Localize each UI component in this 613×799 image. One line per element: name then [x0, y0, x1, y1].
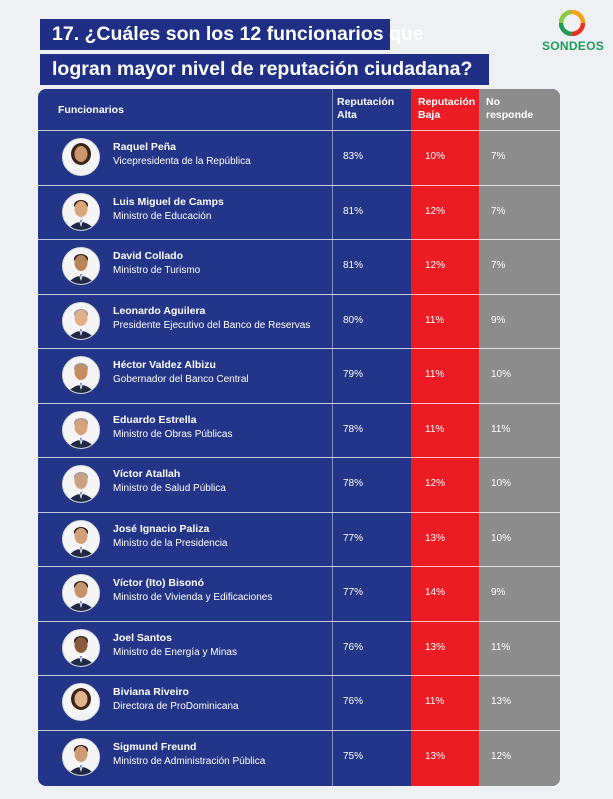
row-divider — [38, 512, 560, 513]
no-responde-value: 12% — [491, 750, 512, 762]
no-responde-value: 11% — [491, 423, 511, 435]
no-responde-value: 7% — [491, 205, 506, 217]
reputacion-baja-value: 11% — [425, 369, 445, 380]
woman-portrait-icon — [62, 683, 100, 721]
ranking-table — [38, 89, 560, 786]
official-role: Directora de ProDominicana — [113, 701, 239, 712]
man-portrait-icon — [62, 302, 100, 340]
table-row — [38, 730, 560, 785]
official-role: Ministro de Administración Pública — [113, 755, 266, 767]
reputacion-alta-value: 76% — [343, 696, 364, 707]
reputacion-alta-value: 78% — [343, 423, 364, 435]
man-portrait-icon — [62, 465, 100, 503]
reputacion-baja-value: 11% — [425, 696, 445, 707]
row-divider — [38, 403, 560, 404]
official-role: Ministro de Salud Pública — [113, 483, 226, 494]
title-line-1: 17. ¿Cuáles son los 12 funcionarios que — [40, 19, 390, 50]
man-portrait-icon — [62, 738, 100, 776]
man-portrait-icon — [62, 520, 100, 558]
reputacion-alta-value: 81% — [343, 205, 364, 217]
reputacion-baja-value: 12% — [425, 205, 446, 217]
header-reputacion-alta — [337, 96, 394, 122]
official-name: Víctor (Ito) Bisonó — [113, 577, 204, 589]
woman-portrait-icon — [62, 138, 100, 176]
table-row — [38, 457, 560, 512]
no-responde-value: 9% — [491, 587, 506, 598]
official-role: Gobernador del Banco Central — [113, 374, 249, 385]
man-portrait-icon — [62, 356, 100, 394]
reputacion-alta-value: 81% — [343, 260, 364, 271]
row-divider — [38, 457, 560, 458]
sondeos-logo — [537, 10, 609, 54]
official-role: Ministro de Educación — [113, 210, 212, 222]
no-responde-value: 11% — [491, 641, 511, 653]
header-funcionarios: Funcionarios — [58, 104, 124, 116]
official-name: José Ignacio Paliza — [113, 522, 210, 535]
header-no-responde — [486, 96, 533, 122]
reputacion-alta-value: 76% — [343, 641, 364, 653]
official-role: Ministro de Obras Públicas — [113, 428, 233, 440]
official-role: Ministro de la Presidencia — [113, 537, 228, 549]
table-row — [38, 294, 560, 349]
man-portrait-icon — [62, 574, 100, 612]
reputacion-alta-value: 77% — [343, 587, 364, 598]
table-row — [38, 185, 560, 240]
no-responde-value: 7% — [491, 260, 506, 271]
official-name: Sigmund Freund — [113, 740, 197, 753]
header-alta-line2: Alta — [337, 109, 357, 121]
official-role: Ministro de Turismo — [113, 265, 201, 276]
reputacion-alta-value: 79% — [343, 369, 364, 380]
reputacion-alta-value: 78% — [343, 478, 364, 489]
man-portrait-icon — [62, 411, 100, 449]
official-name: Biviana Riveiro — [113, 686, 189, 698]
reputacion-baja-value: 14% — [425, 587, 446, 598]
header-nr-line1: No — [486, 96, 500, 108]
reputacion-baja-value: 10% — [425, 151, 446, 162]
table-header — [38, 89, 560, 129]
ring-logo-icon — [559, 10, 585, 36]
official-name: Raquel Peña — [113, 141, 177, 153]
table-row — [38, 675, 560, 730]
reputacion-baja-value: 12% — [425, 260, 446, 271]
official-name: Luis Miguel de Camps — [113, 195, 224, 208]
no-responde-value: 10% — [491, 369, 512, 380]
row-divider — [38, 566, 560, 567]
table-row — [38, 239, 560, 294]
table-row — [38, 403, 560, 458]
reputacion-alta-value: 77% — [343, 532, 364, 544]
row-divider — [38, 185, 560, 186]
row-divider — [38, 621, 560, 622]
header-baja-line2: Baja — [418, 109, 441, 121]
row-divider — [38, 239, 560, 240]
official-name: Víctor Atallah — [113, 468, 181, 480]
logo-text: SONDEOS — [541, 39, 605, 53]
official-role: Ministro de Energía y Minas — [113, 646, 237, 658]
official-name: Leonardo Aguilera — [113, 304, 206, 317]
reputacion-alta-value: 83% — [343, 151, 364, 162]
header-nr-line2: responde — [486, 109, 534, 121]
man-portrait-icon — [62, 629, 100, 667]
row-divider — [38, 348, 560, 349]
no-responde-value: 10% — [491, 478, 512, 489]
official-name: Joel Santos — [113, 631, 172, 644]
row-divider — [38, 730, 560, 731]
table-row — [38, 348, 560, 403]
row-divider — [38, 675, 560, 676]
reputacion-baja-value: 12% — [425, 478, 446, 489]
row-divider — [38, 130, 560, 131]
official-name: David Collado — [113, 250, 184, 262]
man-portrait-icon — [62, 247, 100, 285]
official-role: Vicepresidenta de la República — [113, 156, 251, 167]
official-role: Presidente Ejecutivo del Banco de Reservas — [113, 319, 311, 331]
man-portrait-icon — [62, 193, 100, 231]
table-row — [38, 621, 560, 676]
reputacion-alta-value: 75% — [343, 750, 364, 762]
reputacion-baja-value: 13% — [425, 641, 446, 653]
no-responde-value: 7% — [491, 151, 506, 162]
row-divider — [38, 294, 560, 295]
table-row — [38, 566, 560, 621]
official-name: Eduardo Estrella — [113, 413, 197, 426]
no-responde-value: 13% — [491, 696, 512, 707]
reputacion-baja-value: 13% — [425, 532, 446, 544]
header-baja-line1: Reputación — [418, 96, 476, 108]
official-name: Héctor Valdez Albizu — [113, 359, 216, 371]
reputacion-baja-value: 11% — [425, 423, 445, 435]
header-reputacion-baja — [418, 96, 475, 122]
official-role: Ministro de Vivienda y Edificaciones — [113, 592, 273, 603]
title-line-2: logran mayor nivel de reputación ciudadana? — [40, 54, 489, 85]
reputacion-baja-value: 11% — [425, 314, 445, 326]
header-alta-line1: Reputación — [337, 96, 395, 108]
no-responde-value: 10% — [491, 532, 512, 544]
table-row — [38, 130, 560, 185]
reputacion-baja-value: 13% — [425, 750, 446, 762]
table-row — [38, 512, 560, 567]
reputacion-alta-value: 80% — [343, 314, 364, 326]
no-responde-value: 9% — [491, 314, 506, 326]
